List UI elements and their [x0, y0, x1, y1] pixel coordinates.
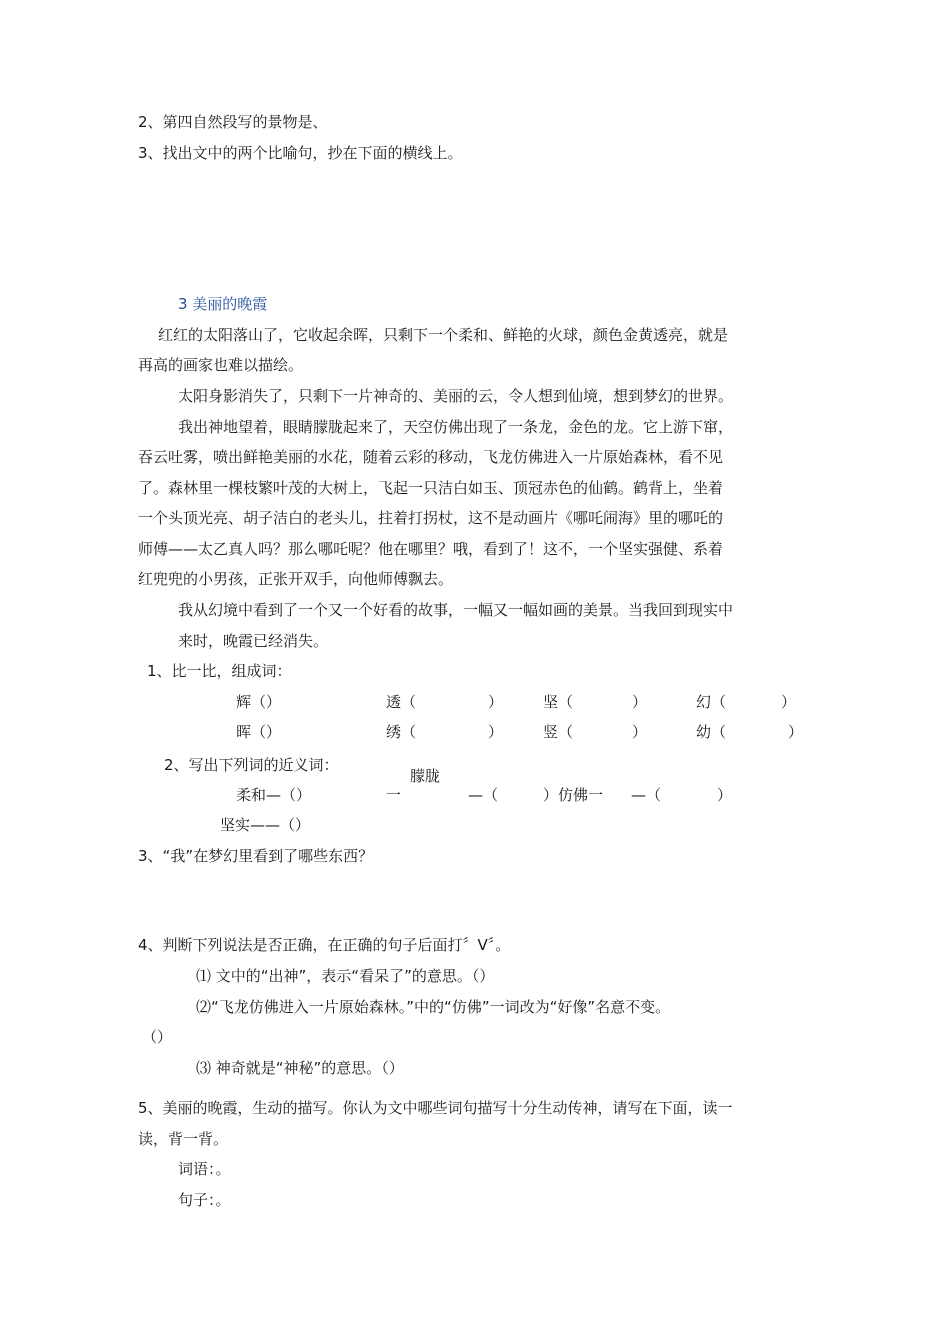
passage-line: 再高的画家也难以描绘。	[138, 356, 304, 374]
exercise-4-label: 4、判断下列说法是否正确，在正确的句子后面打〞V〞。	[138, 936, 511, 954]
judgement-statement: ⑶ 神奇就是“神秘”的意思。（）	[196, 1059, 404, 1077]
synonym-item: —（	[631, 786, 662, 804]
synonym-hint: 朦胧	[410, 767, 441, 785]
compare-word-close: ）	[781, 693, 797, 711]
question-3-metaphors: 3、找出文中的两个比喻句，抄在下面的横线上。	[138, 144, 463, 162]
passage-line: 红兜兜的小男孩，正张开双手，向他师傅飘去。	[138, 570, 454, 588]
synonym-item: 一	[386, 786, 402, 804]
judgement-answer-paren: （）	[142, 1028, 173, 1046]
exercise-3-label: 3、“我”在梦幻里看到了哪些东西？	[138, 847, 374, 865]
compare-word: 透（	[386, 693, 417, 711]
question-2-scenery: 2、第四自然段写的景物是、	[138, 113, 328, 131]
exercise-5-line: 5、美丽的晚霞，生动的描写。你认为文中哪些词句描写十分生动传神，请写在下面，读一	[138, 1099, 733, 1117]
synonym-item: ）	[717, 786, 733, 804]
passage-line: 太阳身影消失了，只剩下一片神奇的、美丽的云，令人想到仙境，想到梦幻的世界。	[178, 387, 734, 405]
compare-word-close: ）	[632, 693, 648, 711]
compare-word-close: ）	[788, 723, 804, 741]
passage-line: 了。森林里一棵枝繁叶茂的大树上，飞起一只洁白如玉、顶冠赤色的仙鹤。鹤背上，坐着	[138, 479, 724, 497]
exercise-2-label: 2、写出下列词的近义词：	[164, 756, 339, 774]
compare-word: 辉（）	[236, 693, 282, 711]
compare-word-close: ）	[488, 723, 504, 741]
passage-line: 我从幻境中看到了一个又一个好看的故事，一幅又一幅如画的美景。当我回到现实中	[178, 601, 734, 619]
compare-word: 幼（	[696, 723, 727, 741]
compare-word: 幻（	[696, 693, 727, 711]
passage-line: 来时，晚霞已经消失。	[178, 632, 329, 650]
compare-word: 坚（	[543, 693, 574, 711]
answer-words-line: 词语：。	[178, 1160, 231, 1178]
passage-line: 我出神地望着，眼睛朦胧起来了，天空仿佛出现了一条龙，金色的龙。它上游下窜，	[178, 418, 734, 436]
compare-word-close: ）	[488, 693, 504, 711]
passage-line: 师傅——太乙真人吗？那么哪吒呢？他在哪里？哦，看到了！这不，一个坚实强健、系着	[138, 540, 724, 558]
synonym-item: —（	[468, 786, 499, 804]
exercise-5-line: 读，背一背。	[138, 1130, 229, 1148]
compare-word: 绣（	[386, 723, 417, 741]
exercise-1-label: 1、比一比，组成词：	[147, 662, 292, 680]
passage-line: 一个头顶光亮、胡子洁白的老头儿，拄着打拐杖，这不是动画片《哪吒闹海》里的哪吒的	[138, 509, 724, 527]
passage-line: 红红的太阳落山了，它收起余晖，只剩下一个柔和、鲜艳的火球，颜色金黄透亮，就是	[158, 326, 729, 344]
answer-sentence-line: 句子：。	[178, 1191, 231, 1209]
synonym-item: 坚实——（）	[220, 816, 311, 834]
passage-title: 3 美丽的晚霞	[178, 295, 268, 313]
judgement-statement: ⑵“飞龙仿佛进入一片原始森林。”中的“仿佛”一词改为“好像”名意不变。	[196, 998, 671, 1016]
compare-word: 晖（）	[236, 723, 282, 741]
compare-word-close: ）	[632, 723, 648, 741]
compare-word: 竖（	[543, 723, 574, 741]
judgement-statement: ⑴ 文中的“出神”，表示“看呆了”的意思。（）	[196, 967, 495, 985]
synonym-item: 柔和—（）	[236, 786, 312, 804]
synonym-item: ）仿佛一	[543, 786, 604, 804]
passage-line: 吞云吐雾，喷出鲜艳美丽的水花，随着云彩的移动，飞龙仿佛进入一片原始森林，看不见	[138, 448, 724, 466]
